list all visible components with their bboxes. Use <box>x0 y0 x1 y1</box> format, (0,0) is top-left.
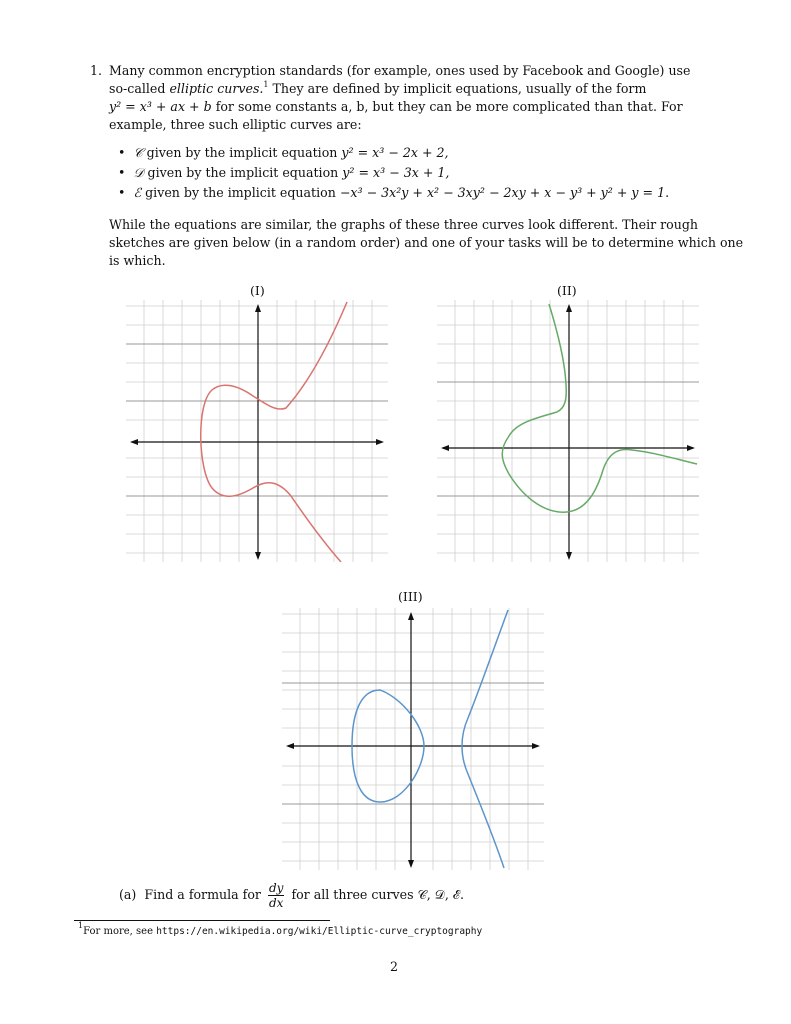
plot-II-curve <box>502 304 697 512</box>
page-number: 2 <box>390 959 399 974</box>
plot-III-x-arrow-left <box>286 743 294 749</box>
elliptic-curves-emphasis: elliptic curves. <box>169 81 264 96</box>
part-a: (a) Find a formula for $\frac{dy}{dx}$ for all three curves 𝒞, 𝒟, ℰ. <box>119 881 465 910</box>
plot-II-y-arrow-top <box>566 304 572 312</box>
plot-III-branch <box>462 610 508 868</box>
general-form-equation: y² = x³ + ax + b <box>109 99 212 114</box>
problem-number: 1. <box>90 63 103 78</box>
plot-I-grid <box>126 300 388 562</box>
curve-item-D: • 𝒟 given by the implicit equation y² = x³ − 3x + 1, <box>118 165 450 180</box>
plot-II-x-arrow-left <box>441 445 449 451</box>
plot-II-y-arrow-bottom <box>566 552 572 560</box>
plot-II-x-arrow-right <box>687 445 695 451</box>
plot-I-y-arrow-top <box>255 304 261 312</box>
plot-III-y-arrow-top <box>408 612 414 620</box>
plot-label-III: (III) <box>398 589 423 604</box>
plot-I-y-arrow-bottom <box>255 552 261 560</box>
footnote-rule <box>74 920 330 921</box>
footnote-url[interactable]: https://en.wikipedia.org/wiki/Elliptic-curve_cryptography <box>156 926 483 937</box>
plot-I <box>126 300 388 562</box>
plot-II-grid <box>437 300 699 562</box>
intro-line-2: so-called elliptic curves.$^1$ They are defined by implicit equations, usually of the form <box>109 80 647 96</box>
plot-I-x-arrow-left <box>130 439 138 445</box>
plot-II <box>437 300 699 562</box>
plot-label-II: (II) <box>557 283 577 298</box>
plot-III-x-arrow-right <box>532 743 540 749</box>
curve-item-E: • ℰ given by the implicit equation −x³ − 3x²y + x² − 3xy² − 2xy + x − y³ + y² + y = 1. <box>118 185 670 200</box>
plot-III-y-arrow-bottom <box>408 860 414 868</box>
para-line-1: While the equations are similar, the graphs of these three curves look different. Their rough <box>109 217 699 232</box>
plot-III-grid <box>282 608 544 870</box>
dy-dx-fraction: $\frac{dy}{dx}$ <box>268 881 284 910</box>
footnote: $^1$For more, see https://en.wikipedia.org/wiki/Elliptic-curve_cryptography <box>78 921 483 937</box>
curve-item-C: • 𝒞 given by the implicit equation y² = x³ − 2x + 2, <box>118 145 449 160</box>
para-line-3: is which. <box>109 253 166 268</box>
footnote-ref: 1 <box>263 80 269 89</box>
para-line-2: sketches are given below (in a random order) and one of your tasks will be to determine which one <box>109 235 744 250</box>
plot-I-curve <box>201 302 347 562</box>
intro-line-4: example, three such elliptic curves are: <box>109 117 362 132</box>
plot-label-I: (I) <box>250 283 265 298</box>
plot-I-x-arrow-right <box>376 439 384 445</box>
intro-line-1: Many common encryption standards (for example, ones used by Facebook and Google) use <box>109 63 691 78</box>
plot-III <box>282 608 544 870</box>
intro-line-3: y² = x³ + ax + b for some constants a, b, but they can be more complicated than that. For <box>109 99 683 114</box>
